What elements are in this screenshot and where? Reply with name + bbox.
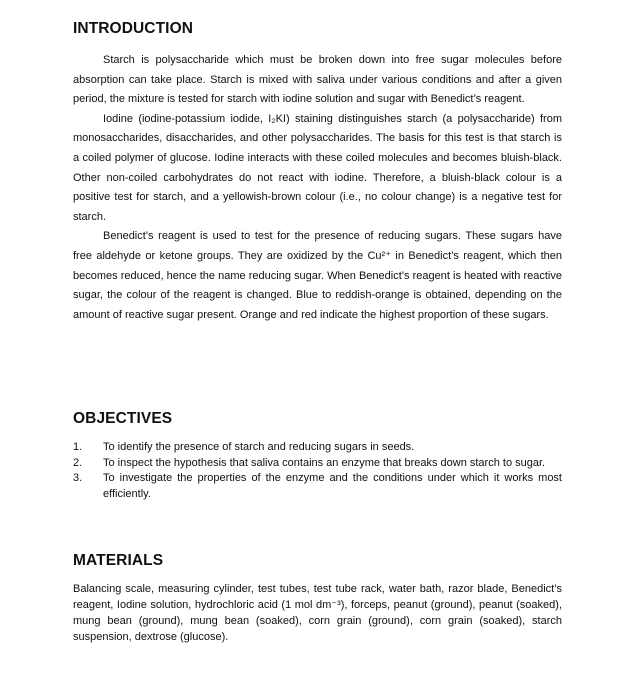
objective-text: To inspect the hypothesis that saliva contains an enzyme that breaks down starch to sugar. [103, 456, 546, 469]
introduction-heading: INTRODUCTION [73, 20, 194, 37]
objective-number: 1. [73, 441, 83, 453]
introduction-body [73, 51, 562, 325]
objective-item [73, 456, 562, 472]
objective-text: To investigate the properties of the enzyme and the conditions under which it works most efficiently. [103, 472, 562, 500]
introduction-paragraph-iodine: Iodine (iodine-potassium iodide, I₂KI) staining distinguishes starch (a polysaccharide) from monosaccharides, disaccharides, and other polysaccharides. The basis for this test is that starch is a coiled polymer of glucose. Iodine interacts with these coiled molecules and becomes bluish-black. Other non-coiled carbohydrates do not react with iodine. Therefore, a bluish-black colour is a positive test for starch, and a yellowish-brown colour (i.e., no colour change) is a negative test for starch. [73, 112, 562, 223]
materials-text: Balancing scale, measuring cylinder, test tubes, test tube rack, water bath, razor blade, Benedict’s reagent, Iodine solution, hydrochloric acid (1 mol dm⁻³), forceps, peanut (ground), peanut (soaked), mung bean (ground), mung bean (soaked), corn grain (ground), corn grain (soaked), starch suspension, dextrose (glucose). [73, 583, 562, 643]
objective-item [73, 440, 562, 456]
introduction-paragraph-starch: Starch is polysaccharide which must be broken down into free sugar molecules before absorption can take place. Starch is mixed with saliva under various conditions and after a given period, the mixture is tested for starch with iodine solution and sugar with Benedict’s reagent. [73, 54, 562, 106]
materials-heading: MATERIALS [73, 552, 164, 569]
objective-number: 2. [73, 456, 83, 469]
objective-number: 3. [73, 472, 83, 484]
objectives-list [73, 440, 562, 502]
objectives-heading: OBJECTIVES [73, 410, 173, 427]
objective-item [73, 471, 562, 502]
objective-text: To identify the presence of starch and reducing sugars in seeds. [103, 441, 415, 453]
introduction-paragraph-benedict: Benedict’s reagent is used to test for the presence of reducing sugars. These sugars have free aldehyde or ketone groups. They are oxidized by the Cu²⁺ in Benedict’s reagent, which then becomes reduced, hence the name reducing sugar. When Benedict’s reagent is heated with reactive sugar, the colour of the reagent is changed. Blue to reddish-orange is obtained, depending on the amount of reactive sugar present. Orange and red indicate the highest proportion of these sugars. [73, 230, 562, 321]
